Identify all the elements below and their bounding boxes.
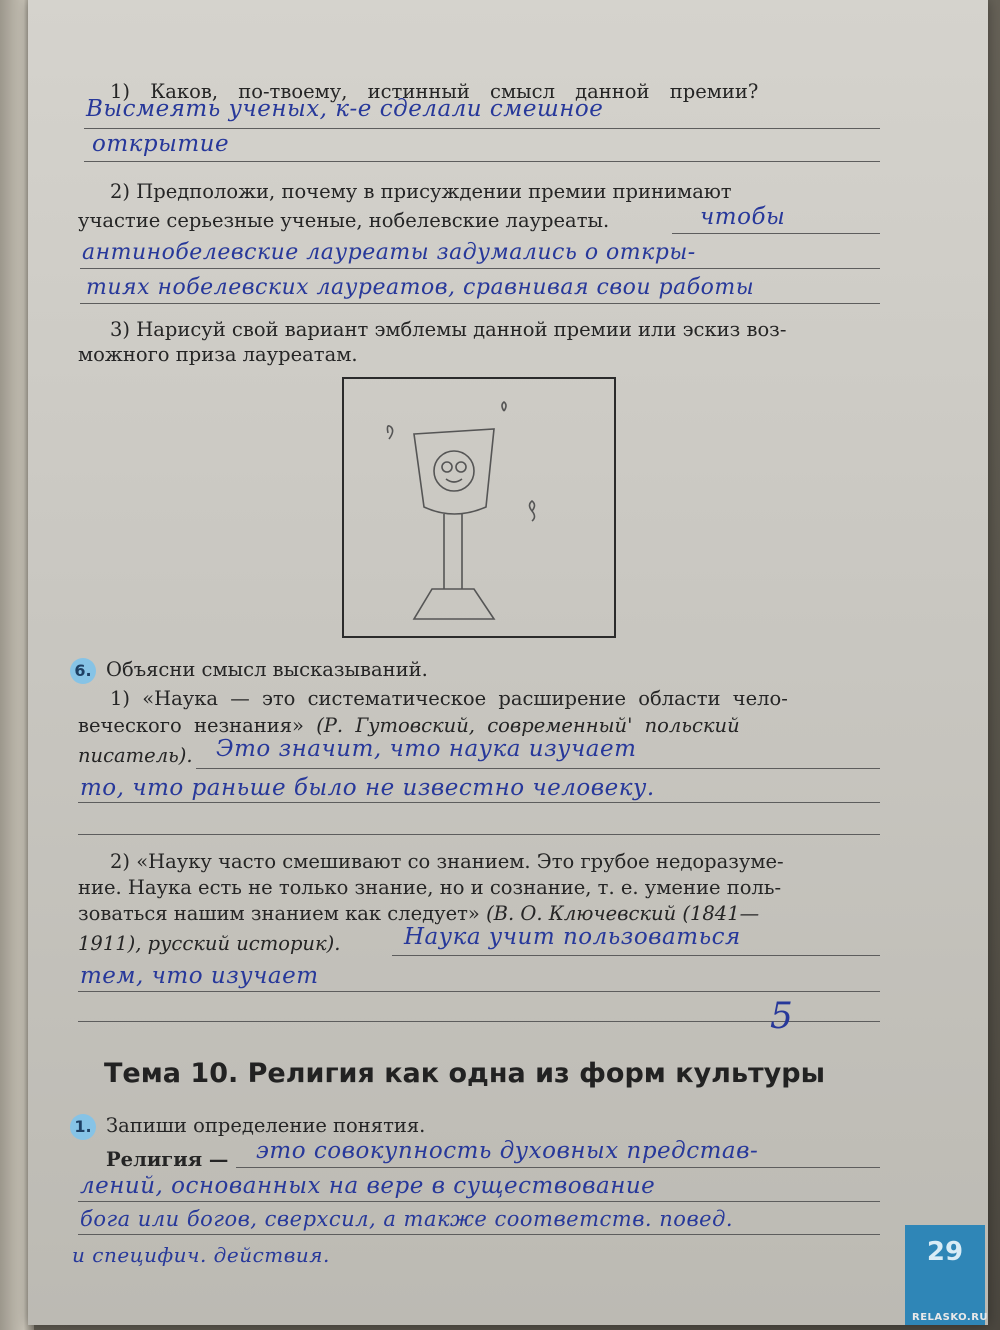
answer-6-1-line-1: Это значит, что наука изучает xyxy=(216,736,637,762)
watermark: RELASKO.RU xyxy=(912,1312,989,1323)
answer-religion-line-2: лений, основанных на вере в существование xyxy=(80,1173,656,1199)
question-3-text-line-1: 3) Нарисуй свой вариант эмблемы данной премии или эскиз воз- xyxy=(110,318,787,341)
grade-mark: 5 xyxy=(770,996,794,1037)
answer-6-2-line-2: тем, что изучает xyxy=(80,963,319,989)
answer-line xyxy=(392,955,880,956)
answer-line xyxy=(80,303,880,304)
answer-1-line-2: открытие xyxy=(92,131,230,157)
question-3-text-line-2: можного приза лауреатам. xyxy=(78,343,358,366)
trophy-sketch xyxy=(344,379,614,636)
task-6-item-1-line-3: писатель). xyxy=(78,744,193,767)
task-6-item-2-line-3: зоваться нашим знанием как следует» (В. О. Ключевский (1841— xyxy=(78,902,760,925)
answer-1-line-1: Высмеять ученых, к-е сделали смешное xyxy=(86,96,604,122)
task-6-item-1-line-2: веческого незнания» (Р. Гутовский, современный' польский xyxy=(78,714,740,737)
answer-religion-line-1: это совокупность духовных представ- xyxy=(256,1138,759,1164)
page-number: 29 xyxy=(905,1225,985,1325)
answer-2-line-3: тиях нобелевских лауреатов, сравнивая свои работы xyxy=(86,275,755,300)
answer-2-line-1: чтобы xyxy=(700,204,786,230)
topic-heading: Тема 10. Религия как одна из форм культуры xyxy=(104,1058,826,1089)
answer-2-line-2: антинобелевские лауреаты задумались о откры- xyxy=(82,240,696,265)
term-religion: Религия — xyxy=(106,1148,229,1171)
answer-line xyxy=(80,268,880,269)
answer-6-2-line-1: Наука учит пользоваться xyxy=(404,924,741,950)
answer-line xyxy=(84,161,880,162)
answer-line xyxy=(78,1234,880,1235)
task-6-title: Объясни смысл высказываний. xyxy=(106,658,428,681)
task-6-item-1-line-1: 1) «Наука — это систематическое расширение области чело- xyxy=(110,687,788,710)
answer-line xyxy=(78,802,880,803)
answer-line xyxy=(78,991,880,992)
emblem-drawing-box xyxy=(342,377,616,638)
answer-line xyxy=(236,1167,880,1168)
answer-6-1-line-2: то, что раньше было не известно человеку. xyxy=(80,775,655,801)
task-6-item-2-line-4: 1911), русский историк). xyxy=(78,932,341,955)
answer-religion-line-3: бога или богов, сверхсил, а также соответств. повед. xyxy=(80,1207,734,1231)
answer-line xyxy=(84,128,880,129)
question-2-text-line-1: 2) Предположи, почему в присуждении премии принимают xyxy=(110,180,732,203)
answer-line xyxy=(78,1201,880,1202)
question-1-text: 1) Каков, по-твоему, истинный смысл данной премии? xyxy=(110,80,759,103)
task-1-title: Запиши определение понятия. xyxy=(106,1114,426,1137)
task-1-badge: 1. xyxy=(70,1114,96,1140)
answer-line xyxy=(78,1021,880,1022)
question-2-text-line-2: участие серьезные ученые, нобелевские лауреаты. xyxy=(78,209,610,232)
answer-line xyxy=(78,834,880,835)
task-6-item-2-line-1: 2) «Науку часто смешивают со знанием. Это грубое недоразуме- xyxy=(110,850,784,873)
task-6-item-2-line-2: ние. Наука есть не только знание, но и сознание, т. е. умение поль- xyxy=(78,876,782,899)
answer-line xyxy=(196,768,880,769)
answer-religion-line-4: и специфич. действия. xyxy=(72,1243,330,1267)
answer-line xyxy=(672,233,880,234)
task-6-badge: 6. xyxy=(70,658,96,684)
